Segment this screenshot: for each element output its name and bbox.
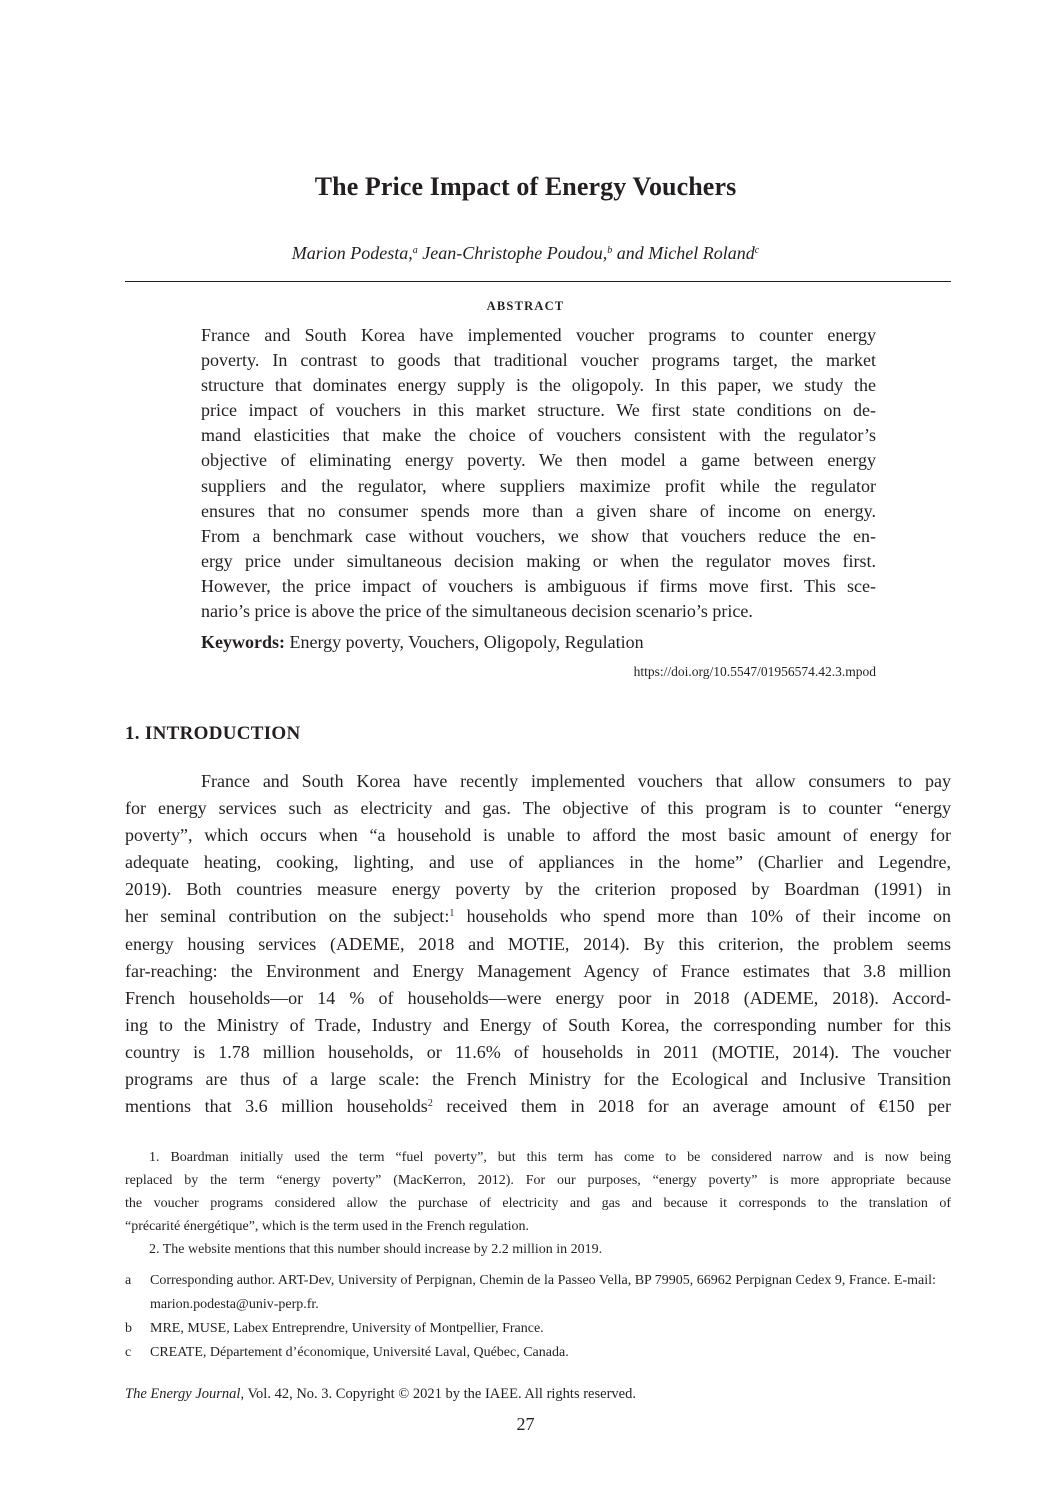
affiliation-text: CREATE, Département d’économique, Université Laval, Québec, Canada.	[150, 1345, 569, 1360]
abstract-heading: ABSTRACT	[486, 299, 565, 313]
body-line: adequate heating, cooking, lighting, and use of appliances in the home” (Charlier and Legendre,	[125, 852, 951, 873]
affiliation-item	[125, 1317, 951, 1341]
body-line: 2019). Both countries measure energy poverty by the criterion proposed by Boardman (1991) in	[125, 879, 951, 900]
abstract-line: ensures that no consumer spends more than a given share of income on energy.	[201, 500, 876, 521]
author-list	[0, 243, 1051, 264]
footnote-line: “précarité énergétique”, which is the term used in the French regulation.	[125, 1219, 530, 1234]
footnote-line: the voucher programs considered allow the purchase of electricity and gas and because it corresponds to the translation of	[125, 1196, 951, 1211]
abstract-line: suppliers and the regulator, where suppliers maximize profit while the regulator	[201, 475, 876, 496]
affiliation-marker: b	[607, 245, 613, 256]
journal-copyright: , Vol. 42, No. 3. Copyright © 2021 by the IAEE. All rights reserved.	[240, 1386, 636, 1402]
body-line: France and South Korea have recently implemented vouchers that allow consumers to pay	[201, 771, 951, 791]
abstract-text	[201, 323, 876, 624]
abstract-line: poverty. In contrast to goods that traditional voucher programs target, the market	[201, 350, 876, 371]
affiliation-marker: c	[754, 245, 760, 256]
affiliations	[125, 1269, 951, 1365]
author-name: Jean-Christophe Poudou,	[417, 243, 608, 263]
journal-name: The Energy Journal	[125, 1386, 241, 1402]
author-name: and Michel Roland	[612, 243, 755, 263]
affiliation-mark: b	[125, 1321, 132, 1336]
footnote-ref[interactable]: 2	[427, 1098, 433, 1110]
affiliation-marker: a	[412, 245, 418, 256]
body-text: mentions that 3.6 million households	[125, 1096, 428, 1117]
body-line: for energy services such as electricity and gas. The objective of this program is to counter “energy	[125, 798, 951, 819]
footnote-line: replaced by the term “energy poverty” (MacKerron, 2012). For our purposes, “energy poverty” is more appropriate because	[125, 1173, 951, 1188]
abstract-line: price impact of vouchers in this market structure. We first state conditions on de-	[201, 400, 876, 421]
footnotes	[125, 1146, 951, 1261]
body-text: her seminal contribution on the subject:	[125, 906, 450, 927]
body-line: programs are thus of a large scale: the French Ministry for the Ecological and Inclusive Transition	[125, 1069, 951, 1090]
body-line: country is 1.78 million households, or 11.6% of households in 2011 (MOTIE, 2014). The voucher	[125, 1041, 951, 1062]
abstract-line: nario’s price is above the price of the simultaneous decision scenario’s price.	[201, 601, 753, 622]
body-line	[125, 1093, 951, 1120]
affiliation-item	[125, 1269, 951, 1317]
journal-citation	[125, 1386, 636, 1403]
affiliation-mark: a	[125, 1273, 132, 1288]
abstract-line: objective of eliminating energy poverty. We then model a game between energy	[201, 450, 876, 471]
section-heading: 1. INTRODUCTION	[125, 723, 301, 744]
introduction-body	[125, 768, 951, 1120]
body-line: far-reaching: the Environment and Energy Management Agency of France estimates that 3.8 million	[125, 960, 951, 981]
abstract-line: From a benchmark case without vouchers, we show that vouchers reduce the en-	[201, 525, 876, 546]
affiliation-text: MRE, MUSE, Labex Entreprendre, University of Montpellier, France.	[150, 1321, 544, 1336]
footnote-line: 2. The website mentions that this number should increase by 2.2 million in 2019.	[149, 1242, 603, 1257]
abstract-line: mand elasticities that make the choice of vouchers consistent with the regulator’s	[201, 425, 876, 446]
page-number: 27	[516, 1414, 535, 1434]
title-divider	[125, 281, 951, 282]
affiliation-item	[125, 1341, 951, 1365]
keywords	[201, 630, 876, 655]
abstract-line: ergy price under simultaneous decision making or when the regulator moves first.	[201, 550, 876, 571]
body-text: households who spend more than 10% of their income on	[454, 906, 952, 927]
paper-title: The Price Impact of Energy Vouchers	[314, 172, 737, 201]
abstract-line: structure that dominates energy supply is the oligopoly. In this paper, we study the	[201, 375, 876, 396]
keywords-label: Keywords:	[201, 632, 285, 652]
body-line: ing to the Ministry of Trade, Industry and Energy of South Korea, the corresponding number for this	[125, 1014, 951, 1035]
keywords-list: Energy poverty, Vouchers, Oligopoly, Regulation	[285, 632, 644, 652]
abstract-line: France and South Korea have implemented voucher programs to counter energy	[201, 325, 876, 345]
doi-link[interactable]: https://doi.org/10.5547/01956574.42.3.mpod	[633, 664, 876, 679]
affiliation-mark: c	[125, 1345, 132, 1360]
footnote-line: 1. Boardman initially used the term “fuel poverty”, but this term has come to be considered narrow and is now being	[149, 1150, 951, 1165]
body-line: energy housing services (ADEME, 2018 and MOTIE, 2014). By this criterion, the problem seems	[125, 933, 951, 954]
affiliation-text: Corresponding author. ART-Dev, University of Perpignan, Chemin de la Passeo Vella, BP 79905, 66962 Perpignan Cedex 9, France. E-mail: marion.podesta@univ-perp.fr.	[150, 1273, 936, 1312]
body-line	[125, 903, 951, 930]
abstract-line: However, the price impact of vouchers is ambiguous if firms move first. This sce-	[201, 575, 876, 596]
footnote-ref[interactable]: 1	[449, 908, 455, 920]
body-line: poverty”, which occurs when “a household is unable to afford the most basic amount of energy for	[125, 825, 951, 846]
author-name: Marion Podesta,	[291, 243, 413, 263]
body-line: French households—or 14 % of households—were energy poor in 2018 (ADEME, 2018). Accord-	[125, 987, 951, 1008]
body-text: received them in 2018 for an average amount of €150 per	[432, 1096, 952, 1117]
